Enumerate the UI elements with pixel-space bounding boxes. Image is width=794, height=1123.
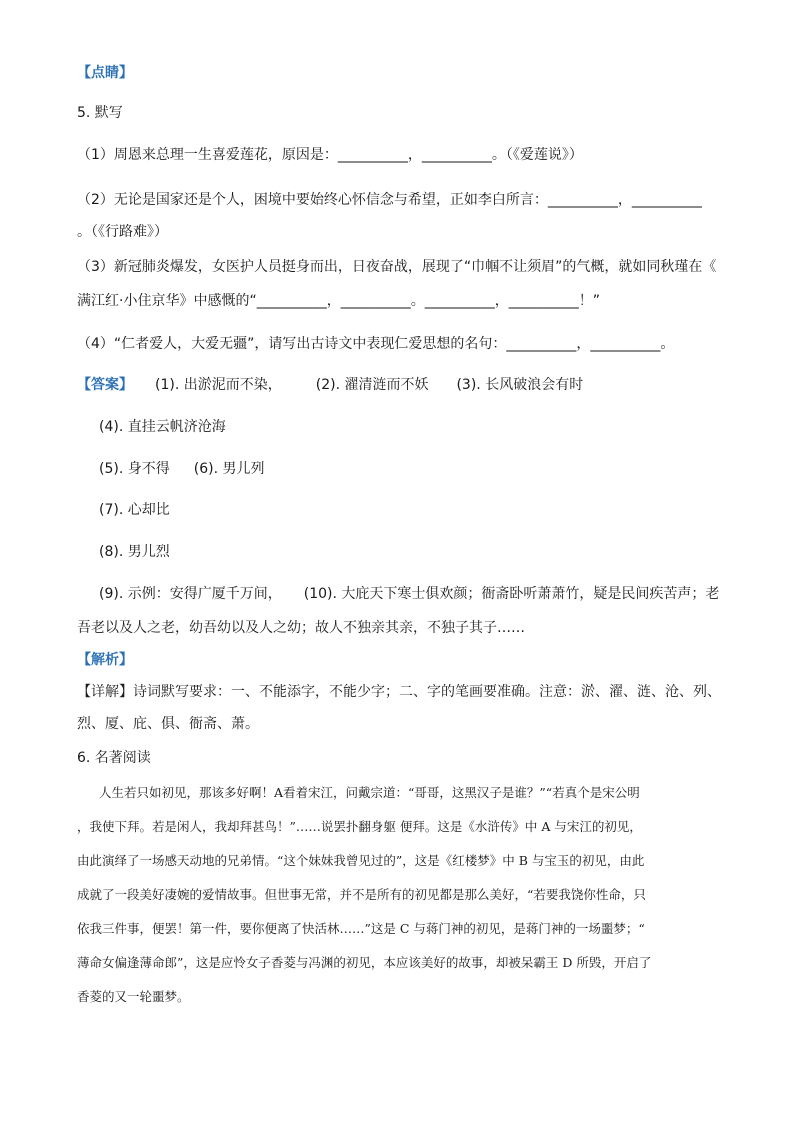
answer-2: (2). 濯清涟而不妖 [315, 377, 429, 393]
analysis-detail-cont: 烈、厦、庇、俱、衙斋、萧。 [77, 716, 259, 732]
answer-10-cont: 吾老以及人之老，幼吾幼以及人之幼；故人不独亲其亲，不独子其子…… [77, 620, 525, 636]
dianjing-heading: 【点睛】 [77, 65, 133, 81]
q6-title: 6. 名著阅读 [77, 750, 151, 766]
answer-7: (7). 心却比 [99, 502, 170, 518]
analysis-heading: 【解析】 [77, 652, 133, 668]
answer-3: (3). 长风破浪会有时 [456, 377, 584, 393]
answer-5: (5). 身不得 [99, 461, 170, 477]
q6-passage-line-5: 依我三件事，便罢！第一件，要你便离了快活林……”这是 C 与蒋门神的初见，是蒋门神的一场噩梦；“ [77, 921, 645, 936]
q6-passage-line-7: 香菱的又一轮噩梦。 [77, 989, 190, 1004]
q5-item-3: （3）新冠肺炎爆发，女医护人员挺身而出，日夜奋战，展现了“巾帼不让须眉”的气概，就如同秋瑾在《 [77, 259, 717, 275]
q6-passage-line-3: 由此演绎了一场感天动地的兄弟情。“这个妹妹我曾见过的”，这是《红楼梦》中 B 与宝玉的初见，由此 [77, 853, 645, 868]
answer-9: (9). 示例：安得广厦千万间， [99, 586, 282, 602]
answer-1: (1). 出淤泥而不染， [155, 377, 282, 393]
q6-passage-line-4: 成就了一段美好凄婉的爱情故事。但世事无常，并不是所有的初见都是那么美好，“若要我饶你性命，只 [77, 887, 646, 902]
q6-passage-line-1: 人生若只如初见，那该多好啊！A看着宋江，问戴宗道：“哥哥，这黑汉子是谁？”“若真个是宋公明 [99, 785, 640, 800]
answer-row-5-6 [99, 460, 264, 478]
q5-item-3-cont: 满江红·小住京华》中感慨的“__________，__________。__________，__________！” [77, 293, 600, 309]
answer-4: (4). 直挂云帆济沧海 [99, 419, 226, 435]
answer-row-9-10 [99, 585, 719, 603]
q6-passage-line-6: 薄命女偏逢薄命郎”，这是应怜女子香菱与冯渊的初见，本应该美好的故事，却被呆霸王 D 所毁，开启了 [77, 955, 652, 970]
q5-item-2-cont: 。（《行路难》） [77, 224, 168, 240]
q5-title: 5. 默写 [77, 105, 123, 121]
q6-passage-line-2: ，我使下拜。若是闲人，我却拜甚鸟！”……说罢扑翻身躯 便拜。这是《水浒传》中 A 与宋江的初见， [77, 819, 642, 834]
q5-item-2: （2）无论是国家还是个人，困境中要始终心怀信念与希望，正如李白所言：__________，__________ [77, 192, 702, 208]
answer-8: (8). 男儿烈 [99, 544, 170, 560]
q5-item-1: （1）周恩来总理一生喜爱莲花，原因是：__________，__________。（《爱莲说》） [77, 147, 583, 163]
answer-heading: 【答案】 [77, 377, 133, 393]
q5-item-4: （4）“仁者爱人，大爱无疆”，请写出古诗文中表现仁爱思想的名句：__________，__________。 [77, 336, 675, 352]
answer-6: (6). 男儿列 [193, 461, 265, 477]
analysis-detail: 【详解】诗词默写要求：一、不能添字，不能少字；二、字的笔画要准确。注意：淤、濯、涟、沧、列、 [77, 684, 721, 700]
answer-10: (10). 大庇天下寒士俱欢颜；衙斋卧听萧萧竹，疑是民间疾苦声；老 [303, 586, 720, 602]
answer-row-1 [77, 376, 583, 394]
